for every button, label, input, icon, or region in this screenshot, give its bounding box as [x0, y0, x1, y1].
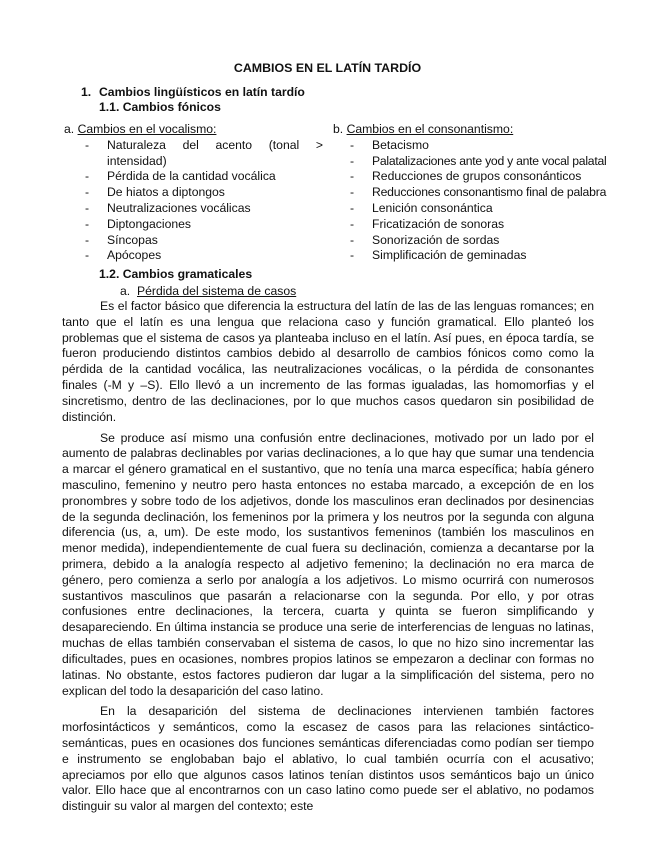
section-1-number: 1. [81, 85, 92, 99]
list-item: - De hiatos a diptongos [85, 185, 323, 201]
list-item: - Reducciones consonantismo final de palabra [350, 185, 633, 201]
vocalismo-heading-text: Cambios en el vocalismo: [77, 122, 217, 136]
list-item: - Naturaleza del acento (tonal > intensidad) [85, 138, 323, 170]
section-1-title: Cambios lingüísticos en latín tardío [99, 85, 305, 99]
list-item: - Palatalizaciones ante yod y ante vocal palatal [350, 154, 633, 170]
vocalismo-label: a. [64, 122, 75, 136]
paragraph: En la desaparición del sistema de declinaciones intervienen también factores morfosintácticos y semánticos, como la escasez de casos para las relaciones sintáctico-semánticas, pues en ocasiones dos funciones semánticas diferenciadas como podían ser tiempo e instrumento se englobaban bajo el ablativo, lo cual también ocurría con el acusativo; apreciamos por ello que algunos casos latinos tenían distintos usos semánticos bajo un único valor. Ello hace que al encontrarnos con un caso latino como puede ser el ablativo, no podamos distinguir su valor al margen del contexto; este [62, 704, 594, 814]
consonantismo-list [350, 138, 633, 264]
section-1-1-heading: 1.1. Cambios fónicos [99, 100, 221, 114]
list-item: - Lenición consonántica [350, 201, 633, 217]
vocalismo-column [64, 122, 326, 264]
list-item: - Pérdida de la cantidad vocálica [85, 169, 323, 185]
paragraph: Es el factor básico que diferencia la estructura del latín de las de las lenguas romances; en tanto que el latín es una lengua que relaciona caso y función gramatical. Ello planteó los problemas que el sistema de casos ya planteaba incluso en el latín. Así pues, en época tardía, se fueron produciendo distintos cambios debido al desarrollo de cambios fónicos como como la pérdida de la cantidad vocálica, las neutralizaciones vocálicas, o la pérdida de consonantes finales (-M y –S). Ello llevó a un incremento de las formas igualadas, las homomorfias y el sincretismo, dentro de las declinaciones, por lo que muchos casos quedaron sin posibilidad de distinción. [62, 299, 594, 424]
consonantismo-label: b. [333, 122, 344, 136]
subsection-a-title: Pérdida del sistema de casos [137, 284, 297, 298]
consonantismo-heading-text: Cambios en el consonantismo: [346, 122, 514, 136]
vocalismo-heading [64, 122, 326, 138]
vocalismo-list [85, 138, 323, 264]
document-title: CAMBIOS EN EL LATÍN TARDÍO [233, 61, 422, 75]
body-text [62, 299, 594, 820]
list-item: - Apócopes [85, 248, 323, 264]
subsection-a-heading [120, 284, 296, 298]
section-1-2-heading: 1.2. Cambios gramaticales [99, 267, 253, 281]
list-item: - Diptongaciones [85, 217, 323, 233]
paragraph: Se produce así mismo una confusión entre declinaciones, motivado por un lado por el aumento de palabras declinables por varias declinaciones, a lo que hay que sumar una tendencia a marcar el género gramatical en el sustantivo, que no tenía una marca específica; había género masculino, femenino y neutro pero hasta entonces no estaba marcado, a excepción de en los pronombres y sobre todo de los adjetivos, donde los masculinos eran declinados por desinencias de la segunda declinación, los femeninos por la primera y los neutros por la segunda con alguna diferencia (us, a, um). De este modo, los sustantivos femeninos (también los masculinos en menor medida), independientemente de cual fuera su declinación, comienza a decantarse por la primera, debido a la analogía respecto al adjetivo femenino; la declinación no era marca de género, pero comienza a serlo por analogía a los adjetivos. Lo mismo ocurrirá con numerosos sustantivos masculinos que pasarán a relacionarse con la segunda. Por ello, y por otras confusiones entre declinaciones, la tercera, cuarta y quinta se fueron simplificando y desapareciendo. En última instancia se produce una serie de interferencias de lenguas no latinas, muchas de ellas también conservaban el sistema de casos, lo que no hizo sino incrementar las dificultades, pues en ocasiones, nombres propios latinos se empezaron a declinar con formas no latinas. No obstante, estos factores pudieron dar lugar a la simplificación del sistema, pero no explican del todo la desaparición del caso latino. [62, 430, 594, 698]
list-item: - Reducciones de grupos consonánticos [350, 169, 633, 185]
subsection-a-letter: a. [120, 284, 131, 298]
list-item: - Neutralizaciones vocálicas [85, 201, 323, 217]
list-item: - Betacismo [350, 138, 633, 154]
list-item: - Fricatización de sonoras [350, 217, 633, 233]
list-item: - Simplificación de geminadas [350, 248, 633, 264]
consonantismo-heading [333, 122, 633, 138]
list-item: - Síncopas [85, 233, 323, 249]
list-item: - Sonorización de sordas [350, 233, 633, 249]
section-1-heading [81, 85, 305, 99]
consonantismo-column [333, 122, 633, 264]
